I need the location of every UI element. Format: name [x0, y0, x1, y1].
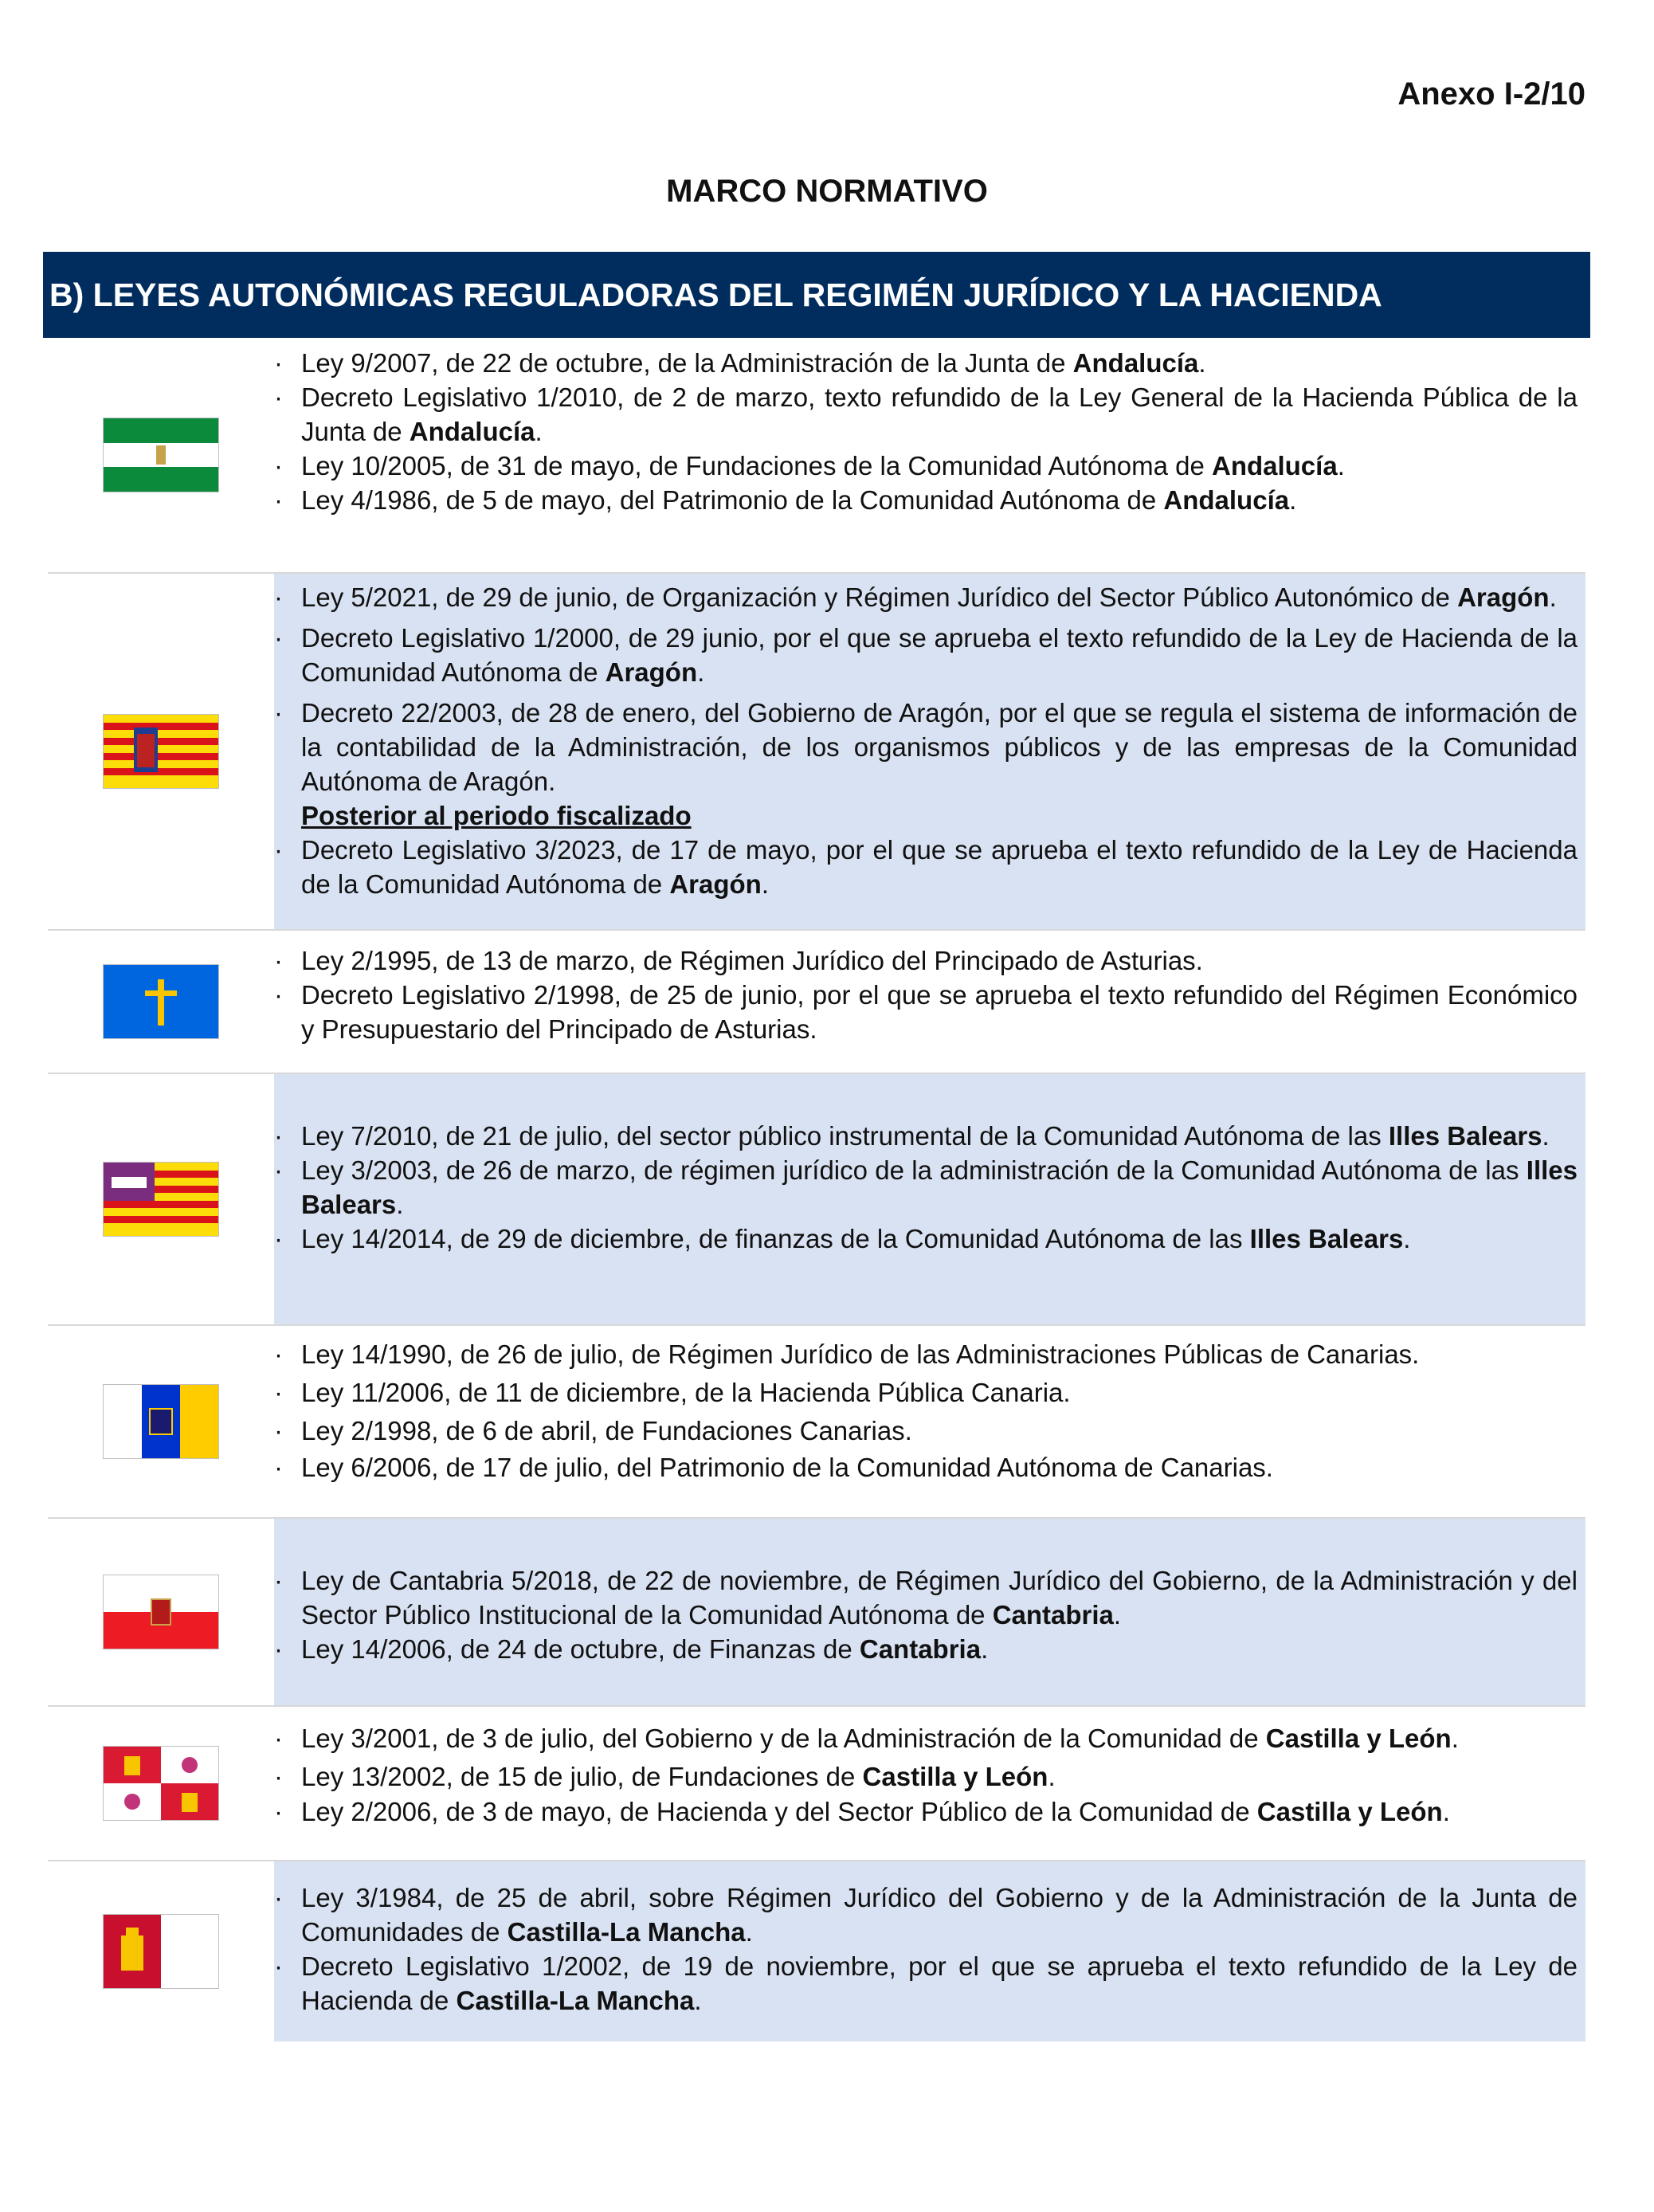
list-item: · Decreto 22/2003, de 28 de enero, del Gobierno de Aragón, por el que se regula el sistema de información de la contabilidad de la Administración, de los organismos públicos y de las empresas de la Comunidad Autónoma de Aragón.: [274, 698, 1578, 796]
flag-cell: [48, 1326, 274, 1517]
region-row-aragon: [48, 574, 1585, 931]
list-item: · Ley 3/2001, de 3 de julio, del Gobierno y de la Administración de la Comunidad de Castilla y León.: [274, 1724, 1459, 1753]
andalucia-flag: [103, 418, 219, 492]
region-row-castilla-la-mancha: [48, 1861, 1585, 2041]
list-item: · Ley 2/2006, de 3 de mayo, de Hacienda y del Sector Público de la Comunidad de Castilla y León.: [274, 1797, 1450, 1826]
list-item: · Ley 7/2010, de 21 de julio, del sector público instrumental de la Comunidad Autónoma de las Illes Balears.: [274, 1121, 1550, 1151]
list-item: · Ley 3/1984, de 25 de abril, sobre Régimen Jurídico del Gobierno y de la Administración de la Junta de Comunidades de Castilla-La Mancha.: [274, 1883, 1578, 1947]
region-row-andalucia: [48, 338, 1585, 574]
section-header: [43, 252, 1590, 338]
asturias-flag: [103, 964, 219, 1039]
laws-list: [274, 338, 1585, 572]
laws-list: [274, 1707, 1585, 1860]
period-note: Posterior al periodo fiscalizado: [301, 801, 692, 830]
region-row-baleares: [48, 1074, 1585, 1326]
list-item: · Ley 2/1998, de 6 de abril, de Fundaciones Canarias.: [274, 1416, 912, 1445]
canarias-flag: [103, 1384, 219, 1459]
castilla-leon-flag: [103, 1746, 219, 1821]
flag-cell: [48, 1861, 274, 2041]
page-title: MARCO NORMATIVO: [666, 174, 988, 209]
region-row-canarias: [48, 1326, 1585, 1519]
list-item: · Ley 4/1986, de 5 de mayo, del Patrimonio de la Comunidad Autónoma de Andalucía.: [274, 485, 1297, 515]
laws-list: [274, 574, 1585, 929]
laws-table: [48, 338, 1585, 2041]
flag-cell: [48, 1519, 274, 1705]
laws-list: [274, 1074, 1585, 1324]
list-item: · Ley 11/2006, de 11 de diciembre, de la Hacienda Pública Canaria.: [274, 1378, 1071, 1407]
laws-list: [274, 1519, 1585, 1705]
list-item: · Ley de Cantabria 5/2018, de 22 de noviembre, de Régimen Jurídico del Gobierno, de la Administración y del Sector Público Institucional de la Comunidad Autónoma de Cantabria.: [274, 1566, 1578, 1630]
flag-cell: [48, 338, 274, 572]
laws-list: [274, 1326, 1585, 1517]
list-item: · Ley 14/2006, de 24 de octubre, de Finanzas de Cantabria.: [274, 1634, 989, 1664]
list-item: · Decreto Legislativo 3/2023, de 17 de mayo, por el que se aprueba el texto refundido de la Ley de Hacienda de la Comunidad Autónoma de Aragón.: [274, 835, 1578, 899]
list-item: · Ley 3/2003, de 26 de marzo, de régimen jurídico de la administración de la Comunidad Autónoma de las Illes Balears.: [274, 1155, 1578, 1219]
list-item: · Ley 9/2007, de 22 de octubre, de la Administración de la Junta de Andalucía.: [274, 348, 1206, 378]
list-item: · Ley 13/2002, de 15 de julio, de Fundaciones de Castilla y León.: [274, 1762, 1056, 1791]
list-item: · Ley 6/2006, de 17 de julio, del Patrimonio de la Comunidad Autónoma de Canarias.: [274, 1453, 1273, 1482]
list-item: · Decreto Legislativo 1/2000, de 29 junio, por el que se aprueba el texto refundido de la Ley de Hacienda de la Comunidad Autónoma de Aragón.: [274, 623, 1578, 687]
aragon-flag: [103, 714, 219, 789]
region-row-castilla-leon: [48, 1707, 1585, 1861]
list-item: · Ley 10/2005, de 31 de mayo, de Fundaciones de la Comunidad Autónoma de Andalucía.: [274, 451, 1345, 480]
region-row-cantabria: [48, 1519, 1585, 1707]
list-item: · Ley 14/1990, de 26 de julio, de Régimen Jurídico de las Administraciones Públicas de Canarias.: [274, 1339, 1420, 1369]
cantabria-flag: [103, 1575, 219, 1649]
list-item: · Ley 14/2014, de 29 de diciembre, de finanzas de la Comunidad Autónoma de las Illes Balears.: [274, 1224, 1411, 1253]
region-row-asturias: [48, 931, 1585, 1074]
flag-cell: [48, 1707, 274, 1860]
list-item: · Decreto Legislativo 1/2010, de 2 de marzo, texto refundido de la Ley General de la Hacienda Pública de la Junta de Andalucía.: [274, 382, 1578, 446]
list-item: · Ley 2/1995, de 13 de marzo, de Régimen Jurídico del Principado de Asturias.: [274, 946, 1203, 975]
list-item: · Ley 5/2021, de 29 de junio, de Organización y Régimen Jurídico del Sector Público Autonómico de Aragón.: [274, 582, 1557, 612]
list-item: · Decreto Legislativo 1/2002, de 19 de noviembre, por el que se aprueba el texto refundido de la Ley de Hacienda de Castilla-La Mancha.: [274, 1951, 1578, 2015]
section-title: B) LEYES AUTONÓMICAS REGULADORAS DEL REGIMÉN JURÍDICO Y LA HACIENDA: [49, 276, 1382, 313]
annex-number: Anexo I-2/10: [1397, 76, 1585, 112]
laws-list: [274, 1861, 1585, 2041]
flag-cell: [48, 574, 274, 929]
castilla-la-mancha-flag: [103, 1914, 219, 1989]
baleares-flag: [103, 1162, 219, 1237]
laws-list: [274, 931, 1585, 1073]
list-item: · Decreto Legislativo 2/1998, de 25 de junio, por el que se aprueba el texto refundido del Régimen Económico y Presupuestario del Principado de Asturias.: [274, 980, 1578, 1044]
flag-cell: [48, 1074, 274, 1324]
flag-cell: [48, 931, 274, 1073]
